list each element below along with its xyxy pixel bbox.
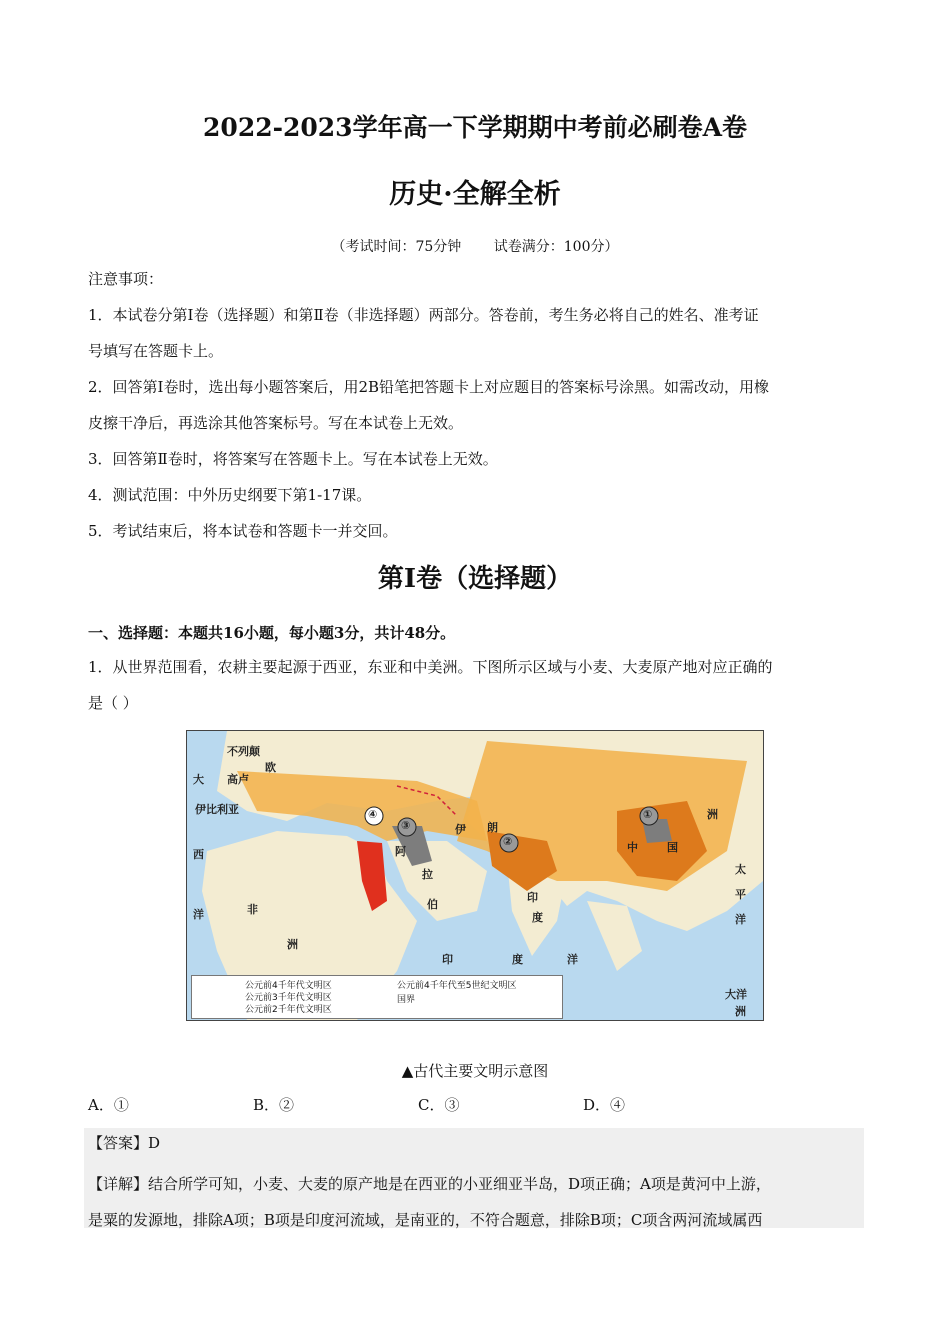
map-label-iran-2: 朗 — [487, 821, 498, 834]
note-5: 5．考试结束后，将本试卷和答题卡一并交回。 — [88, 522, 398, 540]
answer-detail-b: 是粟的发源地，排除A项；B项是印度河流域，是南亚的，不符合题意，排除B项；C项含两河流域属西 — [88, 1211, 763, 1229]
answer-detail — [88, 1166, 864, 1238]
marker-label-2: ② — [503, 835, 513, 848]
section-header: 一、选择题：本题共16小题，每小题3分，共计48分。 — [88, 624, 456, 642]
legend-label-1: 公元前4千年代文明区 — [245, 981, 332, 991]
map-label-iran-1: 伊 — [455, 823, 466, 836]
note-2b: 皮擦干净后，再选涂其他答案标号。写在本试卷上无效。 — [88, 414, 464, 432]
option-c: C．③ — [418, 1096, 460, 1114]
map-label-iberia: 伊比利亚 — [195, 803, 239, 816]
legend-label-4: 公元前4千年代至5世纪文明区 — [397, 981, 517, 991]
document-title: 2022-2023学年高一下学期期中考前必刷卷A卷 — [203, 113, 747, 142]
map-label-africa-2: 洲 — [287, 938, 298, 951]
map-label-pacific-2: 平 — [735, 888, 746, 901]
marker-label-1: ① — [643, 808, 653, 821]
map-label-india-2: 度 — [532, 911, 543, 924]
map-label-indian-ocean-2: 度 — [512, 953, 523, 966]
map-label-pacific-3: 洋 — [735, 913, 746, 926]
civilization-map — [186, 730, 764, 1021]
exam-meta — [0, 236, 950, 256]
map-label-india-1: 印 — [527, 891, 538, 904]
note-3: 3．回答第Ⅱ卷时，将答案写在答题卡上。写在本试卷上无效。 — [88, 450, 498, 468]
document-subtitle: 历史·全解全析 — [389, 179, 561, 210]
note-1a: 1．本试卷分第Ⅰ卷（选择题）和第Ⅱ卷（非选择题）两部分。答卷前，考生务必将自己的姓名、准考证 — [88, 306, 759, 324]
map-label-gaul: 高卢 — [227, 773, 249, 786]
section-title: 第Ⅰ卷（选择题） — [377, 564, 573, 594]
map-label-atlantic-3: 洋 — [193, 908, 204, 921]
map-label-atlantic-1: 大 — [193, 773, 204, 786]
answer-detail-a: 【详解】结合所学可知，小麦、大麦的原产地是在西亚的小亚细亚半岛，D项正确；A项是黄河中上游， — [88, 1175, 771, 1193]
exam-score: 试卷满分：100分） — [493, 239, 619, 255]
notes-heading: 注意事项： — [88, 270, 164, 288]
note-4: 4．测试范围：中外历史纲要下第1-17课。 — [88, 486, 372, 504]
map-label-pacific-1: 太 — [735, 863, 746, 876]
question-stem-b: 是（ ） — [88, 694, 138, 712]
map-label-china-2: 国 — [667, 841, 678, 854]
map-label-europe: 欧 — [265, 761, 276, 774]
note-2a: 2．回答第Ⅰ卷时，选出每小题答案后，用2B铅笔把答题卡上对应题目的答案标号涂黑。如需改动，用橡 — [88, 378, 770, 396]
map-label-indian-ocean-3: 洋 — [567, 953, 578, 966]
legend-label-2: 公元前3千年代文明区 — [245, 993, 332, 1003]
map-label-britain: 不列颠 — [227, 745, 260, 758]
answer-text: 【答案】D — [88, 1134, 161, 1152]
marker-label-4: ④ — [368, 808, 378, 821]
marker-label-3: ③ — [401, 819, 411, 832]
legend-label-3: 公元前2千年代文明区 — [245, 1005, 332, 1015]
map-label-china-1: 中 — [627, 841, 638, 854]
map-label-africa-1: 非 — [247, 903, 258, 916]
answer-box — [84, 1128, 864, 1228]
option-d: D．④ — [583, 1096, 626, 1114]
map-label-arabia-1: 阿 — [395, 845, 406, 858]
land-southeast-asia — [587, 901, 642, 971]
figure-caption: ▲古代主要文明示意图 — [401, 1062, 549, 1080]
exam-time: （考试时间：75分钟 — [331, 239, 462, 255]
map-label-oceania-2: 洲 — [735, 1005, 746, 1018]
map-label-indian-ocean-1: 印 — [442, 953, 453, 966]
legend-label-5: 国界 — [397, 995, 416, 1005]
option-b: B．② — [253, 1096, 295, 1114]
option-a: A．① — [88, 1096, 129, 1114]
map-label-atlantic-2: 西 — [193, 848, 204, 861]
question-stem-a: 1．从世界范围看，农耕主要起源于西亚，东亚和中美洲。下图所示区域与小麦、大麦原产地对应正确的 — [88, 658, 773, 676]
note-1b: 号填写在答题卡上。 — [88, 342, 224, 360]
map-label-asia: 洲 — [707, 808, 718, 821]
map-label-arabia-3: 伯 — [427, 898, 438, 911]
map-label-arabia-2: 拉 — [422, 868, 433, 881]
map-label-oceania-1: 大洋 — [725, 988, 747, 1001]
